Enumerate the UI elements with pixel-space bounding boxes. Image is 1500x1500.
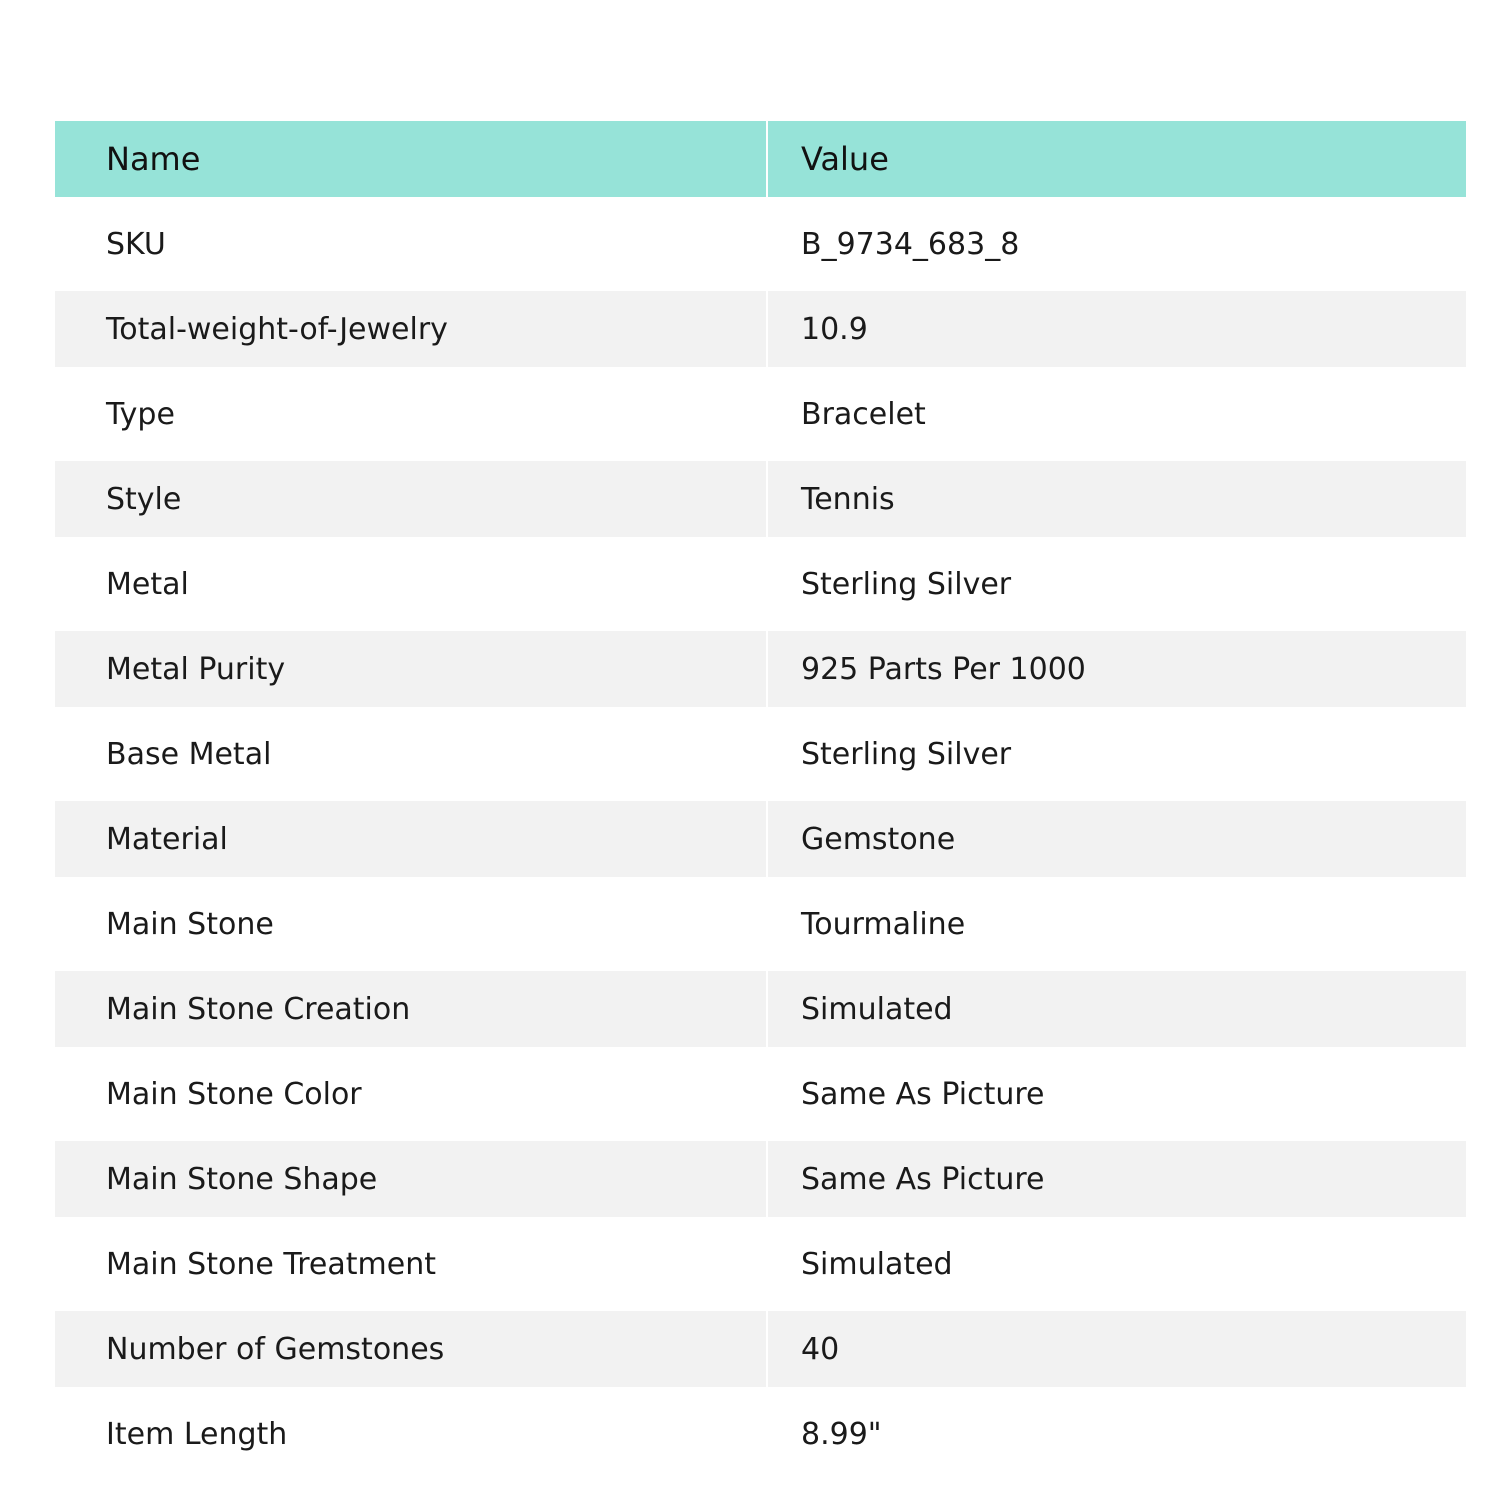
table-row bbox=[55, 546, 1466, 622]
table-row bbox=[55, 801, 1466, 877]
row-value-cell: 40 bbox=[768, 1311, 1466, 1387]
row-name-cell: Type bbox=[55, 376, 766, 452]
row-value-cell: 925 Parts Per 1000 bbox=[768, 631, 1466, 707]
header-value-cell: Value bbox=[768, 121, 1466, 197]
row-name-cell: Main Stone Shape bbox=[55, 1141, 766, 1217]
row-name-cell: Style bbox=[55, 461, 766, 537]
row-name-cell: Main Stone Creation bbox=[55, 971, 766, 1047]
row-name-cell: SKU bbox=[55, 206, 766, 282]
row-name-cell: Item Length bbox=[55, 1396, 766, 1472]
table-row bbox=[55, 461, 1466, 537]
table-row bbox=[55, 1396, 1466, 1472]
row-name-cell: Base Metal bbox=[55, 716, 766, 792]
row-value-cell: Simulated bbox=[768, 971, 1466, 1047]
row-value-cell: Bracelet bbox=[768, 376, 1466, 452]
table-row bbox=[55, 1056, 1466, 1132]
table-row bbox=[55, 1226, 1466, 1302]
table-header-row bbox=[55, 121, 1466, 197]
header-name-cell: Name bbox=[55, 121, 766, 197]
row-value-cell: B_9734_683_8 bbox=[768, 206, 1466, 282]
table-row bbox=[55, 1141, 1466, 1217]
table-row bbox=[55, 716, 1466, 792]
row-value-cell: Same As Picture bbox=[768, 1141, 1466, 1217]
table-row bbox=[55, 206, 1466, 282]
table-row bbox=[55, 631, 1466, 707]
table-row bbox=[55, 291, 1466, 367]
row-name-cell: Total-weight-of-Jewelry bbox=[55, 291, 766, 367]
spec-table bbox=[55, 121, 1466, 1472]
row-name-cell: Main Stone Color bbox=[55, 1056, 766, 1132]
table-row bbox=[55, 886, 1466, 962]
row-name-cell: Number of Gemstones bbox=[55, 1311, 766, 1387]
table-row bbox=[55, 971, 1466, 1047]
row-value-cell: Sterling Silver bbox=[768, 546, 1466, 622]
row-name-cell: Material bbox=[55, 801, 766, 877]
row-value-cell: 8.99" bbox=[768, 1396, 1466, 1472]
table-row bbox=[55, 376, 1466, 452]
row-value-cell: Tourmaline bbox=[768, 886, 1466, 962]
row-value-cell: 10.9 bbox=[768, 291, 1466, 367]
row-value-cell: Same As Picture bbox=[768, 1056, 1466, 1132]
row-value-cell: Sterling Silver bbox=[768, 716, 1466, 792]
row-value-cell: Simulated bbox=[768, 1226, 1466, 1302]
row-name-cell: Metal Purity bbox=[55, 631, 766, 707]
table-row bbox=[55, 1311, 1466, 1387]
row-value-cell: Tennis bbox=[768, 461, 1466, 537]
row-name-cell: Main Stone Treatment bbox=[55, 1226, 766, 1302]
row-name-cell: Metal bbox=[55, 546, 766, 622]
row-value-cell: Gemstone bbox=[768, 801, 1466, 877]
row-name-cell: Main Stone bbox=[55, 886, 766, 962]
